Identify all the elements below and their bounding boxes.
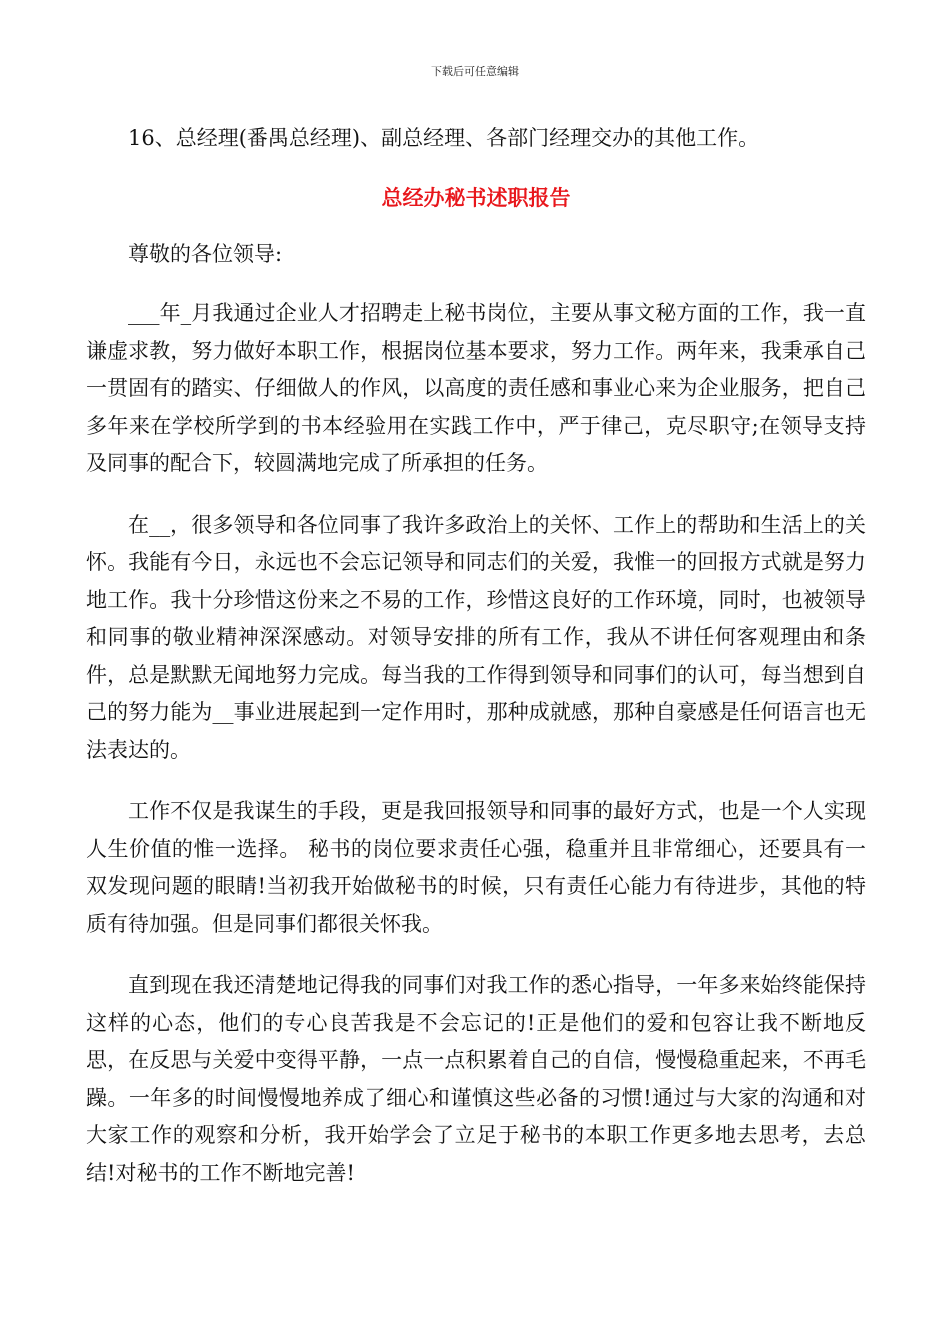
page-header: 下载后可任意编辑 [431,65,519,78]
salutation: 尊敬的各位领导: [128,241,283,266]
paragraph-1: ___年_月我通过企业人才招聘走上秘书岗位，主要从事文秘方面的工作，我一直谦虚求教，努力做好本职工作，根据岗位基本要求，努力工作。两年来，我秉承自己一贯固有的踏实、仔细做人的作风，以高度的责任感和事业心来为企业服务，把自己多年来在学校所学到的书本经验用在实践工作中，严于律己，克尽职守;在领导支持及同事的配合下，较圆满地完成了所承担的任务。 [86,301,866,475]
paragraph-3: 工作不仅是我谋生的手段，更是我回报领导和同事的最好方式，也是一个人实现人生价值的惟一选择。 秘书的岗位要求责任心强，稳重并且非常细心，还要具有一双发现问题的眼睛!当初我开始做秘书的时候，只有责任心能力有待进步，其他的特质有待加强。但是同事们都很关怀我。 [86,799,866,936]
intro-line: 16、总经理(番禺总经理)、副总经理、各部门经理交办的其他工作。 [128,126,760,150]
document-title: 总经办秘书述职报告 [381,184,571,210]
paragraph-4: 直到现在我还清楚地记得我的同事们对我工作的悉心指导，一年多来始终能保持这样的心态，他们的专心良苦我是不会忘记的!正是他们的爱和包容让我不断地反思，在反思与关爱中变得平静，一点一点积累着自己的自信，慢慢稳重起来，不再毛躁。一年多的时间慢慢地养成了细心和谨慎这些必备的习惯!通过与大家的沟通和对大家工作的观察和分析，我开始学会了立足于秘书的本职工作更多地去思考，去总结!对秘书的工作不断地完善! [86,973,866,1185]
document-body [86,120,866,1192]
paragraph-2: 在__，很多领导和各位同事了我许多政治上的关怀、工作上的帮助和生活上的关怀。我能有今日，永远也不会忘记领导和同志们的关爱，我惟一的回报方式就是努力地工作。我十分珍惜这份来之不易的工作，珍惜这良好的工作环境，同时，也被领导和同事的敬业精神深深感动。对领导安排的所有工作，我从不讲任何客观理由和条件，总是默默无闻地努力完成。每当我的工作得到领导和同事们的认可，每当想到自己的努力能为__事业进展起到一定作用时，那种成就感，那种自豪感是任何语言也无法表达的。 [86,512,866,762]
